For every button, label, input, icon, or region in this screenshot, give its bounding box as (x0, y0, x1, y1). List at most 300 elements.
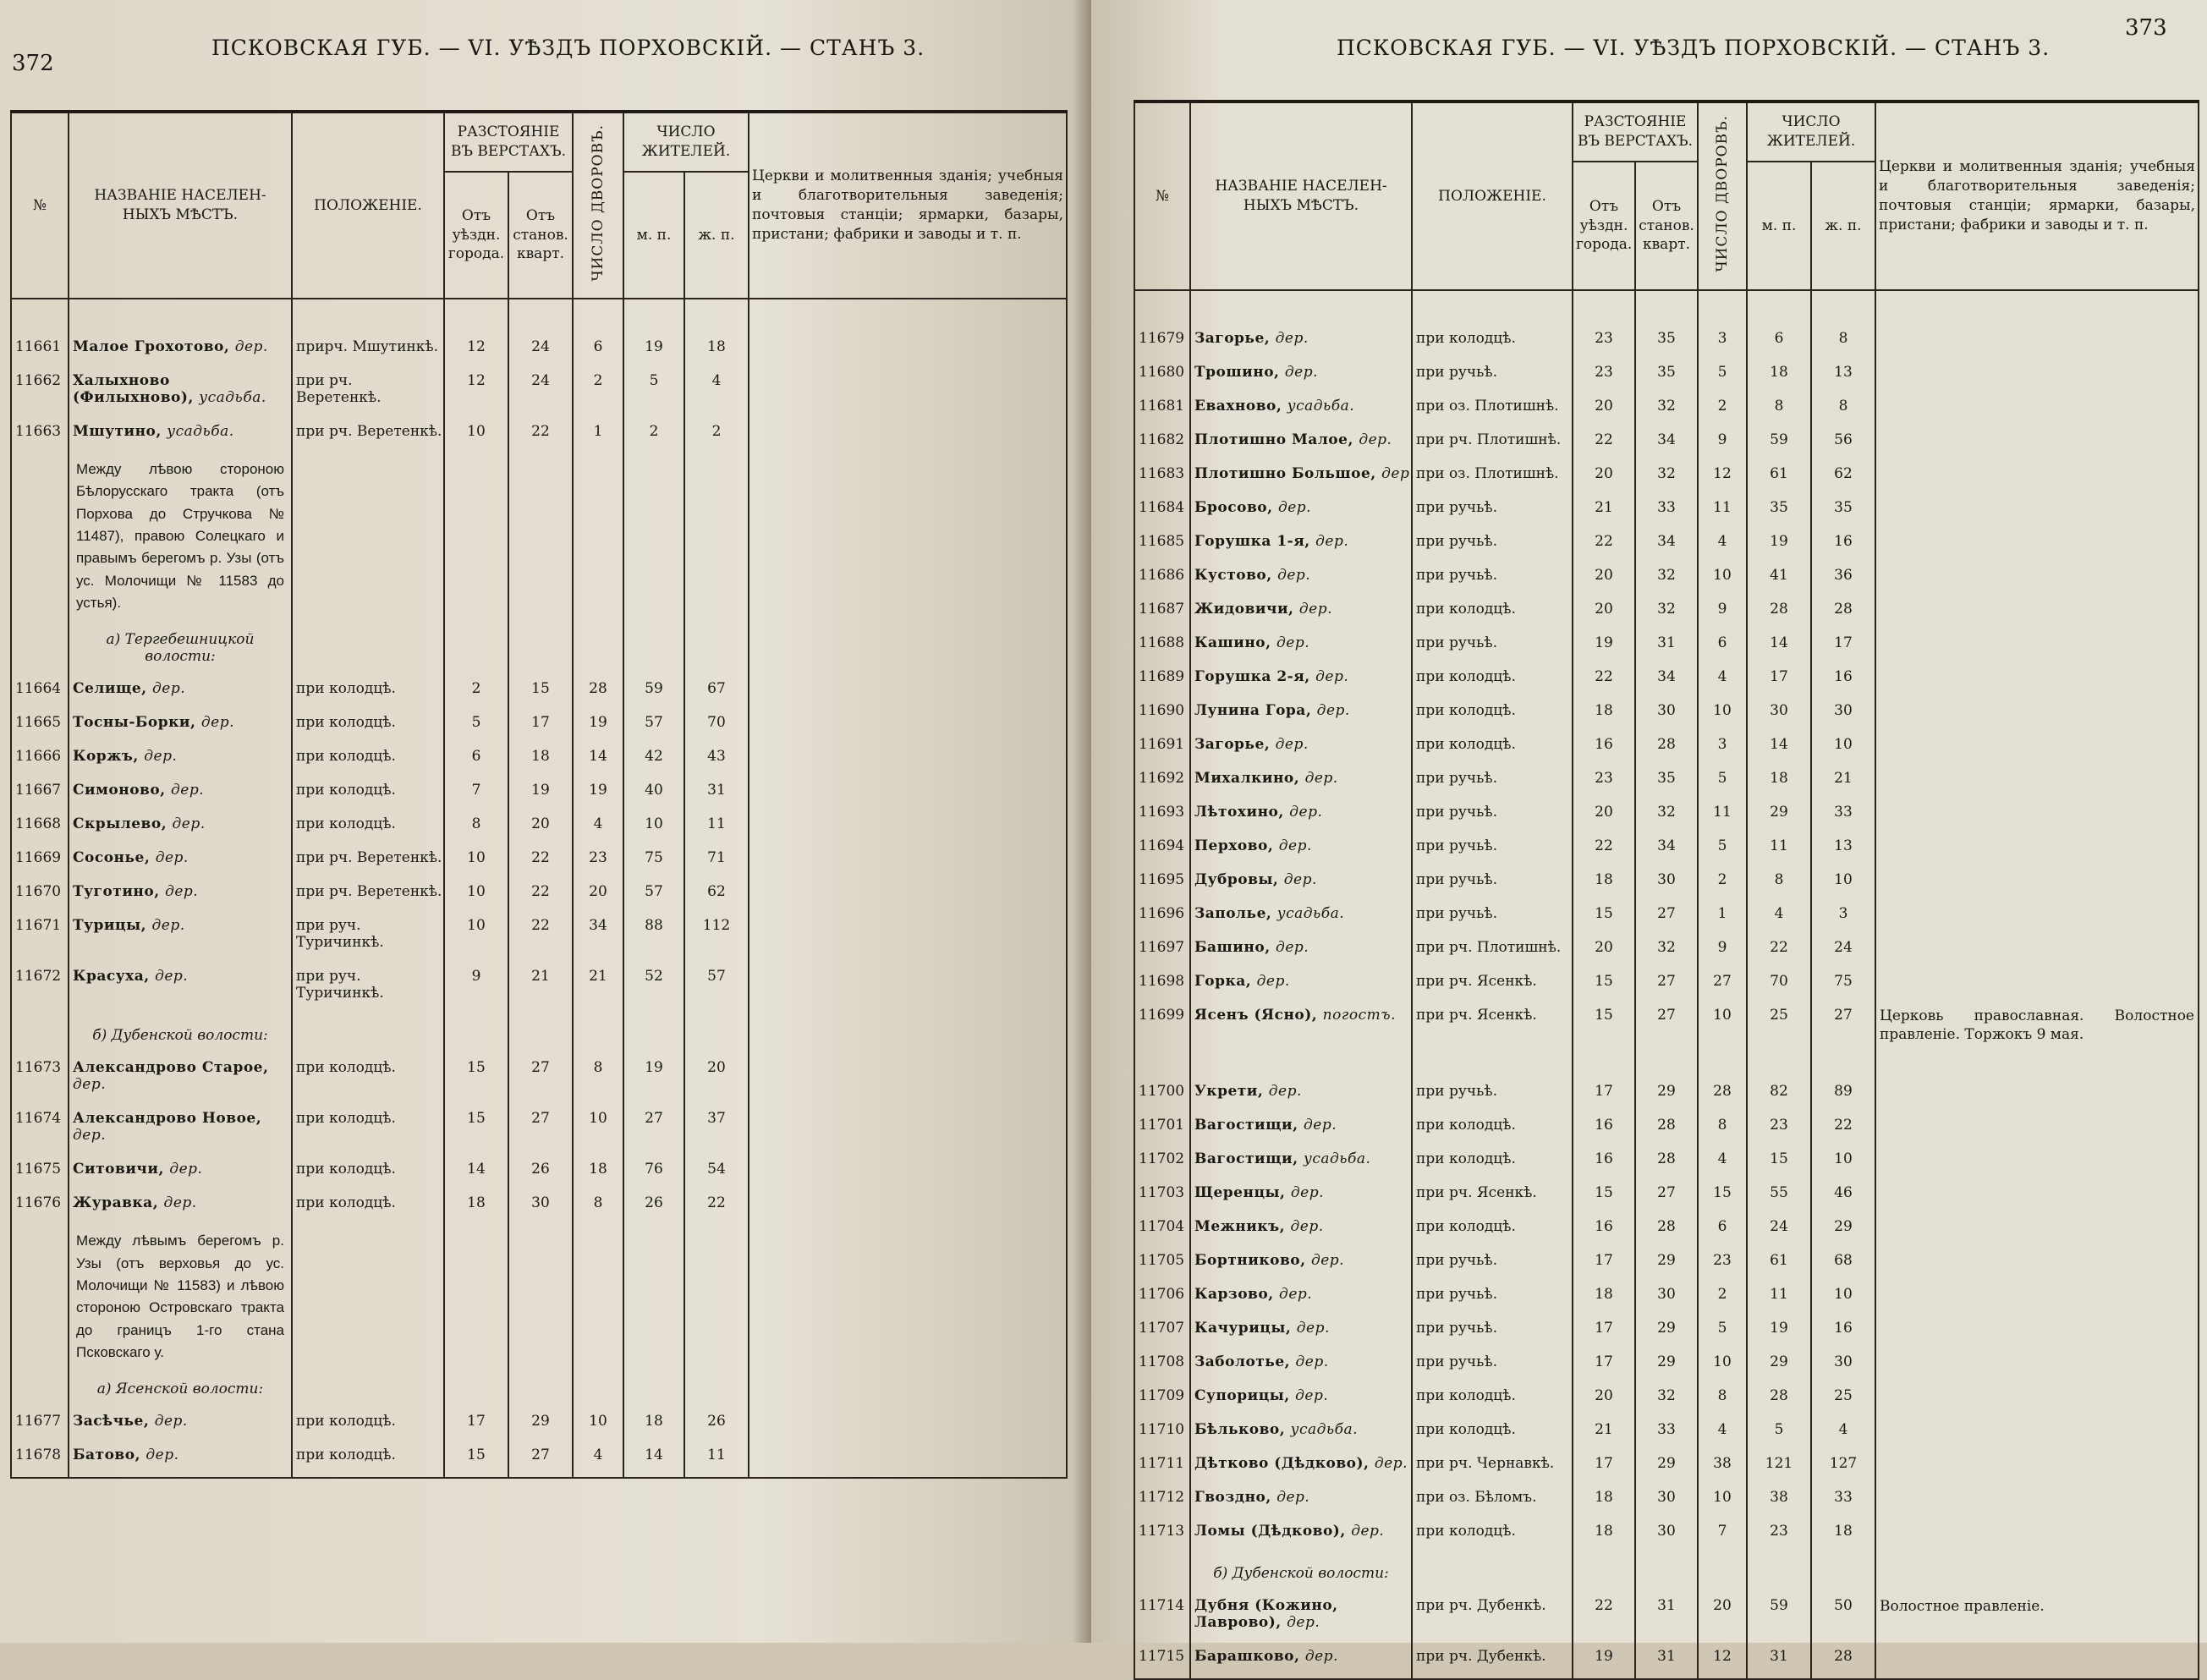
place-kind: дер. (1268, 1083, 1302, 1101)
position-cell: при колодцѣ. (292, 677, 444, 711)
table-row (11, 420, 1067, 453)
place-name (69, 812, 292, 846)
empty-cell (573, 1015, 623, 1056)
place-name (1190, 1003, 1412, 1044)
empty-cell (444, 1369, 508, 1409)
table-row (11, 964, 1067, 1015)
notes-cell (1875, 327, 2199, 360)
male-count: 5 (1747, 1418, 1811, 1452)
distance-from-station: 32 (1635, 1384, 1698, 1418)
place-kind: дер. (152, 680, 186, 698)
distance-from-station: 21 (508, 964, 573, 1015)
male-count: 30 (1747, 699, 1811, 733)
distance-from-station: 32 (1635, 936, 1698, 969)
row-number: 11672 (11, 964, 69, 1015)
table-row (1134, 631, 2199, 665)
spacer-row (1134, 290, 2199, 327)
empty-cell (1134, 1553, 1190, 1594)
households-count: 23 (573, 846, 623, 880)
empty-cell (1698, 1553, 1747, 1594)
row-number: 11713 (1134, 1519, 1190, 1553)
female-count: 31 (684, 778, 749, 812)
households-count: 4 (573, 1443, 623, 1478)
male-count: 18 (623, 1409, 684, 1443)
distance-from-town: 18 (1573, 699, 1635, 733)
male-count: 28 (1747, 1384, 1811, 1418)
row-number: 11690 (1134, 699, 1190, 733)
empty-cell (573, 1225, 623, 1369)
male-count: 26 (623, 1191, 684, 1225)
place-kind: усадьба. (1303, 1150, 1371, 1168)
row-number: 11665 (11, 711, 69, 744)
place-name-text: Плотишно Большое, (1194, 465, 1376, 482)
female-count: 8 (1811, 327, 1875, 360)
row-number: 11687 (1134, 597, 1190, 631)
distance-from-town: 8 (444, 812, 508, 846)
empty-cell (1875, 1044, 2199, 1079)
households-count: 23 (1698, 1249, 1747, 1282)
female-count: 70 (684, 711, 749, 744)
distance-from-town: 20 (1573, 800, 1635, 834)
position-cell: при рч. Ясенкѣ. (1412, 1003, 1573, 1044)
place-name-text: Ситовичи, (73, 1161, 164, 1178)
place-name (69, 744, 292, 778)
place-name-text: Барашково, (1194, 1648, 1300, 1666)
page-number: 372 (12, 51, 54, 76)
distance-from-station: 27 (508, 1443, 573, 1478)
running-header: ПСКОВСКАЯ ГУБ. — VI. УѢЗДЪ ПОРХОВСКІЙ. — СТАНЪ 3. (1337, 36, 2051, 60)
distance-from-town: 19 (1573, 1644, 1635, 1679)
table-row (1134, 462, 2199, 496)
female-count: 56 (1811, 428, 1875, 462)
place-name-text: Сосонье, (73, 849, 151, 867)
distance-from-town: 17 (444, 1409, 508, 1443)
distance-from-station: 32 (1635, 800, 1698, 834)
notes-cell (1875, 1181, 2199, 1215)
distance-from-town: 17 (1573, 1249, 1635, 1282)
place-name-text: Загорье, (1194, 736, 1271, 753)
place-name (69, 1056, 292, 1106)
distance-from-station: 30 (1635, 1519, 1698, 1553)
distance-from-station: 27 (1635, 902, 1698, 936)
place-kind: дер. (1374, 1455, 1408, 1473)
table-row (1134, 665, 2199, 699)
row-number: 11685 (1134, 530, 1190, 563)
empty-cell (1811, 1553, 1875, 1594)
male-count: 5 (623, 369, 684, 420)
table-row (11, 914, 1067, 964)
position-cell: при колодцѣ. (292, 812, 444, 846)
row-number: 11698 (1134, 969, 1190, 1003)
distance-from-station: 29 (508, 1409, 573, 1443)
table-row (1134, 699, 2199, 733)
notes-cell (1875, 936, 2199, 969)
distance-from-station: 27 (508, 1106, 573, 1157)
female-count: 11 (684, 812, 749, 846)
empty-cell (623, 1369, 684, 1409)
notes-cell (1875, 631, 2199, 665)
distance-from-town: 12 (444, 335, 508, 369)
female-count: 89 (1811, 1079, 1875, 1113)
households-count: 5 (1698, 360, 1747, 394)
place-kind: дер. (169, 1161, 203, 1178)
distance-from-town: 22 (1573, 665, 1635, 699)
place-name-text: Качурицы, (1194, 1320, 1292, 1337)
position-cell: при колодцѣ. (292, 778, 444, 812)
households-count: 19 (573, 711, 623, 744)
col-header-notes: Церкви и молитвенныя зданія; учебныя и благотворительныя заведенія; почтовыя станціи; ярмарки, базары, пристани; фабрики и заводы и т. п. (749, 112, 1067, 299)
page-number: 373 (2125, 15, 2167, 41)
place-kind: дер. (144, 748, 178, 766)
place-kind: дер. (1295, 1353, 1329, 1371)
place-name-text: Перхово, (1194, 837, 1274, 854)
place-name-text: Дубня (Кожино, Лаврово), (1194, 1597, 1338, 1632)
households-count: 1 (573, 420, 623, 453)
col-header-position: ПОЛОЖЕНІЕ. (292, 112, 444, 299)
female-count: 43 (684, 744, 749, 778)
place-kind: дер. (1290, 1184, 1325, 1202)
place-name-text: Батово, (73, 1447, 140, 1464)
empty-cell (684, 299, 749, 335)
empty-cell (444, 1225, 508, 1369)
distance-from-town: 22 (1573, 428, 1635, 462)
place-name (1190, 665, 1412, 699)
position-cell: при рч. Плотишнѣ. (1412, 936, 1573, 969)
households-count: 10 (1698, 699, 1747, 733)
position-cell: при ручьѣ. (1412, 360, 1573, 394)
distance-from-station: 20 (508, 812, 573, 846)
position-cell: при колодцѣ. (1412, 1113, 1573, 1147)
place-name (1190, 530, 1412, 563)
notes-cell (1875, 1249, 2199, 1282)
distance-from-town: 15 (1573, 969, 1635, 1003)
place-name (1190, 360, 1412, 394)
place-name (69, 335, 292, 369)
position-cell: при руч. Туричинкѣ. (292, 964, 444, 1015)
empty-cell (1134, 1044, 1190, 1079)
table-row (1134, 1644, 2199, 1679)
place-kind: усадьба. (1276, 905, 1345, 922)
table-row (1134, 1384, 2199, 1418)
male-count: 4 (1747, 902, 1811, 936)
table-row (1134, 1282, 2199, 1316)
place-name-text: Укрети, (1194, 1083, 1264, 1101)
col-header-male: м. п. (1747, 162, 1811, 290)
col-header-from-station: Отъ станов. кварт. (1635, 162, 1698, 290)
position-cell: при ручьѣ. (1412, 834, 1573, 868)
table-row (1134, 936, 2199, 969)
position-cell: при ручьѣ. (1412, 530, 1573, 563)
place-kind: дер. (1298, 601, 1333, 618)
female-count: 30 (1811, 1350, 1875, 1384)
place-kind: дер. (172, 815, 206, 833)
table-row (1134, 1553, 2199, 1594)
table-row (11, 369, 1067, 420)
position-cell: при колодцѣ. (1412, 1384, 1573, 1418)
place-kind: дер. (1296, 1320, 1330, 1337)
distance-from-town: 17 (1573, 1316, 1635, 1350)
distance-from-town: 23 (1573, 327, 1635, 360)
female-count: 16 (1811, 665, 1875, 699)
row-number: 11663 (11, 420, 69, 453)
place-name-text: Супорицы, (1194, 1387, 1290, 1405)
row-number: 11681 (1134, 394, 1190, 428)
households-count: 4 (1698, 1147, 1747, 1181)
female-count: 27 (1811, 1003, 1875, 1044)
place-name (1190, 1350, 1412, 1384)
table-row (1134, 834, 2199, 868)
female-count: 10 (1811, 1282, 1875, 1316)
table-row (1134, 1147, 2199, 1181)
notes-cell (749, 1106, 1067, 1157)
distance-from-town: 18 (1573, 1519, 1635, 1553)
empty-cell (749, 1015, 1067, 1056)
place-name (1190, 969, 1412, 1003)
col-header-households: ЧИСЛО ДВОРОВЪ. (1698, 102, 1747, 290)
place-name-text: Горушка 2-я, (1194, 668, 1310, 685)
female-count: 33 (1811, 1485, 1875, 1519)
place-kind: дер. (1287, 1614, 1320, 1632)
row-number: 11706 (1134, 1282, 1190, 1316)
empty-cell (444, 299, 508, 335)
place-name-text: Лѣтохино, (1194, 804, 1284, 821)
position-cell: при рч. Веретенкѣ. (292, 846, 444, 880)
female-count: 68 (1811, 1249, 1875, 1282)
table-row (1134, 969, 2199, 1003)
notes-cell (1875, 834, 2199, 868)
place-kind: дер. (1275, 330, 1309, 347)
place-kind: дер. (1277, 499, 1312, 516)
table-row (11, 711, 1067, 744)
male-count: 23 (1747, 1519, 1811, 1553)
empty-cell (1811, 1044, 1875, 1079)
table-row (11, 1191, 1067, 1225)
households-count: 5 (1698, 766, 1747, 800)
row-number: 11673 (11, 1056, 69, 1106)
table-row (1134, 1215, 2199, 1249)
notes-cell (1875, 394, 2199, 428)
place-name (69, 1106, 292, 1157)
place-name (1190, 631, 1412, 665)
distance-from-town: 17 (1573, 1079, 1635, 1113)
households-count: 10 (573, 1106, 623, 1157)
male-count: 70 (1747, 969, 1811, 1003)
place-kind: усадьба. (199, 389, 266, 406)
position-cell: при ручьѣ. (1412, 1350, 1573, 1384)
table-row (11, 1409, 1067, 1443)
place-kind: дер. (1315, 533, 1349, 550)
empty-cell (508, 453, 573, 619)
place-name (1190, 936, 1412, 969)
distance-from-station: 32 (1635, 563, 1698, 597)
place-kind: дер. (73, 1076, 107, 1094)
table-row (11, 1106, 1067, 1157)
place-name-text: Евахново, (1194, 398, 1282, 415)
female-count: 29 (1811, 1215, 1875, 1249)
male-count: 59 (1747, 428, 1811, 462)
notes-cell (1875, 902, 2199, 936)
position-cell: при колодцѣ. (292, 1443, 444, 1478)
row-number: 11712 (1134, 1485, 1190, 1519)
notes-cell (1875, 1079, 2199, 1113)
households-count: 8 (573, 1191, 623, 1225)
place-name (1190, 834, 1412, 868)
position-cell: при ручьѣ. (1412, 1079, 1573, 1113)
place-name-text: Александрово Новое, (73, 1110, 262, 1128)
place-name (69, 880, 292, 914)
male-count: 52 (623, 964, 684, 1015)
position-cell: прирч. Мшутинкѣ. (292, 335, 444, 369)
households-count: 9 (1698, 597, 1747, 631)
col-header-notes: Церкви и молитвенныя зданія; учебныя и благотворительныя заведенія; почтовыя станціи; ярмарки, базары, пристани; фабрики и заводы и т. п. (1875, 102, 2199, 290)
place-name (1190, 800, 1412, 834)
table-row (1134, 1003, 2199, 1044)
notes-cell (1875, 766, 2199, 800)
distance-from-station: 30 (508, 1191, 573, 1225)
row-number: 11676 (11, 1191, 69, 1225)
empty-cell (573, 299, 623, 335)
notes-cell (749, 964, 1067, 1015)
female-count: 112 (684, 914, 749, 964)
table-row (1134, 496, 2199, 530)
place-name (1190, 1384, 1412, 1418)
place-kind: дер. (1289, 804, 1323, 821)
table-row (11, 453, 1067, 619)
notes-cell (749, 812, 1067, 846)
empty-cell (1412, 1553, 1573, 1594)
place-name-text: Турицы, (73, 917, 147, 935)
households-count: 3 (1698, 327, 1747, 360)
place-name-text: Селище, (73, 680, 147, 698)
male-count: 19 (1747, 530, 1811, 563)
place-kind: дер. (165, 883, 199, 901)
notes-cell (1875, 1384, 2199, 1418)
col-header-position: ПОЛОЖЕНІЕ. (1412, 102, 1573, 290)
distance-from-town: 15 (444, 1106, 508, 1157)
notes-cell (749, 1443, 1067, 1478)
households-count: 5 (1698, 834, 1747, 868)
position-cell: при рч. Чернавкѣ. (1412, 1452, 1573, 1485)
female-count: 28 (1811, 597, 1875, 631)
distance-from-station: 15 (508, 677, 573, 711)
place-kind: дер. (1278, 837, 1312, 854)
empty-cell (508, 1225, 573, 1369)
place-kind: дер. (1276, 1489, 1310, 1507)
distance-from-town: 16 (1573, 1113, 1635, 1147)
place-name-text: Лунина Гора, (1194, 702, 1312, 719)
male-count: 82 (1747, 1079, 1811, 1113)
female-count: 13 (1811, 360, 1875, 394)
col-header-from-station: Отъ станов. кварт. (508, 172, 573, 299)
table-row (1134, 1079, 2199, 1113)
distance-from-town: 22 (1573, 1594, 1635, 1644)
female-count: 62 (1811, 462, 1875, 496)
table-row (1134, 868, 2199, 902)
place-name-text: Заболотье, (1194, 1353, 1291, 1371)
notes-cell (749, 677, 1067, 711)
place-kind: дер. (1283, 871, 1317, 888)
male-count: 40 (623, 778, 684, 812)
empty-cell (1134, 290, 1190, 327)
notes-cell (1875, 1519, 2199, 1553)
position-cell: при руч. Туричинкѣ. (292, 914, 444, 964)
place-name (1190, 496, 1412, 530)
empty-cell (1875, 1553, 2199, 1594)
place-name-text: Межникъ, (1194, 1218, 1286, 1236)
empty-cell (623, 299, 684, 335)
female-count: 21 (1811, 766, 1875, 800)
col-header-female: ж. п. (684, 172, 749, 299)
male-count: 10 (623, 812, 684, 846)
place-name (1190, 1113, 1412, 1147)
empty-cell (508, 299, 573, 335)
position-cell: при колодцѣ. (292, 1191, 444, 1225)
notes-cell (1875, 496, 2199, 530)
empty-cell (1747, 1044, 1811, 1079)
distance-from-station: 32 (1635, 394, 1698, 428)
notes-cell (749, 914, 1067, 964)
table-row (1134, 766, 2199, 800)
notes-cell (1875, 733, 2199, 766)
settlements-table (10, 110, 1068, 1479)
notes-cell (1875, 530, 2199, 563)
place-name-text: Симоново, (73, 782, 166, 799)
notes-cell (1875, 1452, 2199, 1485)
notes-cell (1875, 1485, 2199, 1519)
notes-cell (749, 846, 1067, 880)
notes-cell (749, 744, 1067, 778)
male-count: 15 (1747, 1147, 1811, 1181)
distance-from-town: 21 (1573, 496, 1635, 530)
place-name (1190, 1519, 1412, 1553)
col-header-male: м. п. (623, 172, 684, 299)
notes-cell (749, 335, 1067, 369)
male-count: 35 (1747, 496, 1811, 530)
table-row (1134, 1452, 2199, 1485)
distance-from-station: 34 (1635, 530, 1698, 563)
male-count: 29 (1747, 800, 1811, 834)
female-count: 25 (1811, 1384, 1875, 1418)
place-name-text: Трошино, (1194, 364, 1280, 381)
position-cell: при ручьѣ. (1412, 1282, 1573, 1316)
female-count: 3 (1811, 902, 1875, 936)
notes-cell (1875, 1316, 2199, 1350)
position-cell: при рч. Веретенкѣ. (292, 880, 444, 914)
empty-cell (1190, 1044, 1412, 1079)
table-row (11, 1369, 1067, 1409)
place-kind: дер. (1279, 1286, 1313, 1304)
distance-from-station: 28 (1635, 1113, 1698, 1147)
row-number: 11691 (1134, 733, 1190, 766)
distance-from-town: 15 (444, 1056, 508, 1106)
row-number: 11694 (1134, 834, 1190, 868)
empty-cell (1573, 1044, 1635, 1079)
place-name (1190, 327, 1412, 360)
empty-cell (1412, 290, 1573, 327)
distance-from-town: 17 (1573, 1350, 1635, 1384)
volost-heading: а) Ясенской волости: (69, 1369, 292, 1409)
distance-from-town: 20 (1573, 563, 1635, 597)
empty-cell (508, 619, 573, 677)
notes-cell (1875, 597, 2199, 631)
distance-from-station: 29 (1635, 1350, 1698, 1384)
position-cell: при ручьѣ. (1412, 1316, 1573, 1350)
distance-from-station: 33 (1635, 1418, 1698, 1452)
notes-cell (1875, 428, 2199, 462)
table-row (1134, 1113, 2199, 1147)
distance-from-station: 31 (1635, 1594, 1698, 1644)
table-row (11, 846, 1067, 880)
